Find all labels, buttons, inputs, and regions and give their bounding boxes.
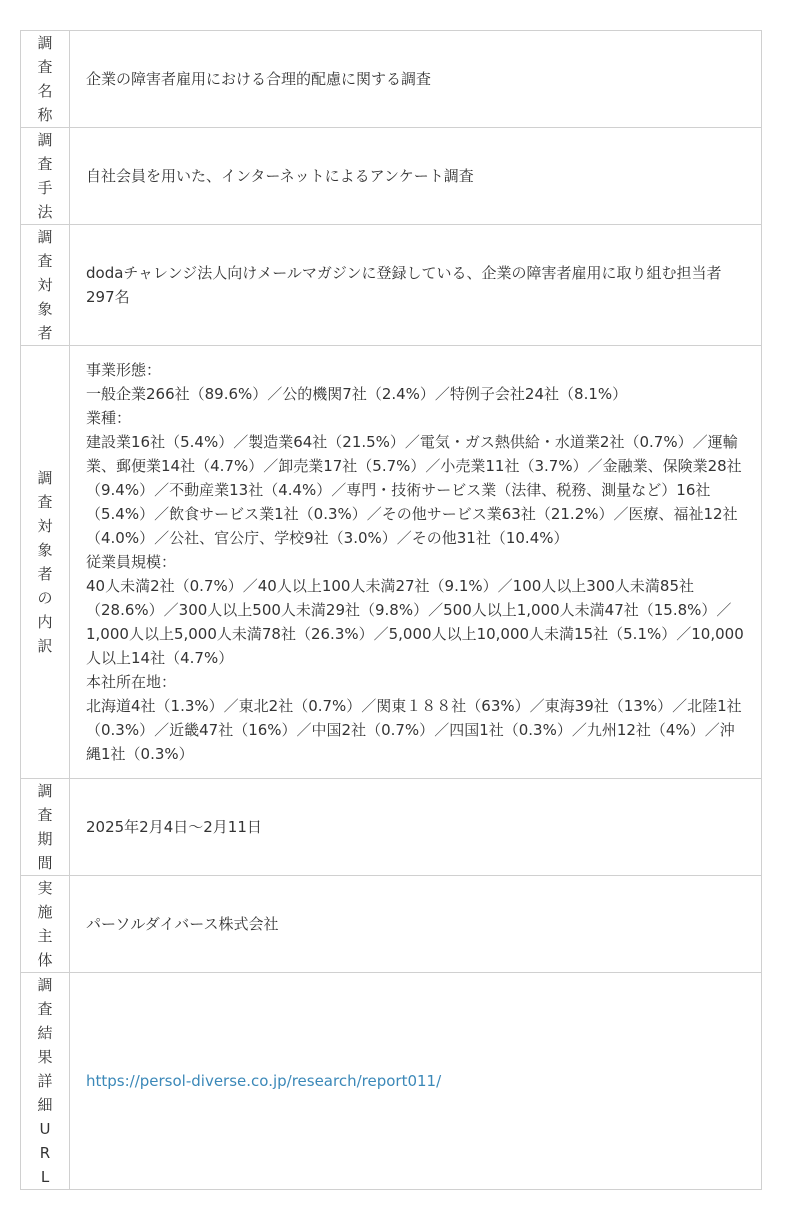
table-row (21, 128, 762, 225)
row-label (21, 346, 70, 779)
row-label-text (21, 876, 69, 972)
row-label (21, 128, 70, 225)
row-label-char: 調 (37, 782, 53, 800)
row-label-text (21, 31, 69, 127)
row-label-char: 調 (37, 976, 53, 994)
row-label-char: 査 (37, 493, 53, 511)
table-row (21, 346, 762, 779)
row-label-char: 果 (37, 1048, 53, 1066)
row-label-char: 査 (37, 806, 53, 824)
row-value (70, 876, 762, 973)
row-label-char: 訳 (37, 637, 53, 655)
row-label-char: 調 (37, 228, 53, 246)
row-label-char: 対 (37, 276, 53, 294)
row-label-char: 調 (37, 34, 53, 52)
survey-overview-table (20, 30, 762, 1190)
row-label (21, 876, 70, 973)
row-value (70, 128, 762, 225)
row-label-char: 主 (37, 927, 53, 945)
table-row (21, 876, 762, 973)
row-label-char: L (40, 1168, 50, 1186)
row-label-char: の (37, 589, 53, 607)
row-label-char: 調 (37, 469, 53, 487)
row-label-char: 査 (37, 1000, 53, 1018)
row-label-char: 実 (37, 879, 53, 897)
row-label (21, 225, 70, 346)
industry-text: 建設業16社（5.4%）／製造業64社（21.5%）／電気・ガス熱供給・水道業2社（0.7%）／運輸業、郵便業14社（4.7%）／卸売業17社（5.7%）／小売業11社（3.7%）／金融業、保険業28社（9.4%）／不動産業13社（4.4%）／専門・技術サービス業（法律、税務、測量など）16社（5.4%）／飲食サービス業1社（0.3%）／その他サービス業63社（21.2%）／医療、福祉12社（4.0%）／公社、官公庁、学校9社（3.0%）／その他31社（10.4%） (86, 433, 742, 547)
row-label-char: 称 (37, 106, 53, 124)
row-label-char: 査 (37, 252, 53, 270)
row-value (70, 31, 762, 128)
row-label-char: 名 (37, 82, 53, 100)
headquarters-heading: 本社所在地： (86, 673, 177, 691)
row-label-char: 施 (37, 903, 53, 921)
row-label-char: 法 (37, 203, 53, 221)
row-label-char: 期 (37, 830, 53, 848)
report-url-link[interactable]: https://persol-diverse.co.jp/research/report011/ (86, 1072, 442, 1090)
survey-name-value: 企業の障害者雇用における合理的配慮に関する調査 (86, 70, 432, 88)
row-label (21, 973, 70, 1190)
row-label-char: R (39, 1144, 51, 1162)
row-label-text (21, 128, 69, 224)
table-row (21, 779, 762, 876)
table-row (21, 973, 762, 1190)
row-label-char: 対 (37, 517, 53, 535)
employee-size-heading: 従業員規模： (86, 553, 177, 571)
row-value (70, 225, 762, 346)
row-label-char: 象 (37, 541, 53, 559)
row-label-char: 象 (37, 300, 53, 318)
row-label-char: 詳 (37, 1072, 53, 1090)
row-label-text (21, 779, 69, 875)
industry-heading: 業種： (86, 409, 132, 427)
headquarters-text: 北海道4社（1.3%）／東北2社（0.7%）／関東１８８社（63%）／東海39社（13%）／北陸1社（0.3%）／近畿47社（16%）／中国2社（0.7%）／四国1社（0.3%）／九州12社（4%）／沖縄1社（0.3%） (86, 697, 742, 763)
business-type-heading: 事業形態： (86, 361, 162, 379)
row-value (70, 779, 762, 876)
table-row (21, 225, 762, 346)
row-label-char: 結 (37, 1024, 53, 1042)
row-label-char: U (39, 1120, 51, 1138)
survey-period-value: 2025年2月4日〜2月11日 (86, 818, 262, 836)
survey-method-value: 自社会員を用いた、インターネットによるアンケート調査 (86, 167, 474, 185)
row-label-char: 手 (37, 179, 53, 197)
row-label-char: 調 (37, 131, 53, 149)
row-label-text (21, 225, 69, 345)
row-label (21, 779, 70, 876)
row-label-text (21, 973, 69, 1189)
row-label-char: 査 (37, 155, 53, 173)
row-label-char: 査 (37, 58, 53, 76)
row-label-text (21, 466, 69, 658)
row-label-char: 者 (37, 565, 53, 583)
business-type-text: 一般企業266社（89.6%）／公的機関7社（2.4%）／特例子会社24社（8.1%） (86, 385, 628, 403)
row-label-char: 間 (37, 854, 53, 872)
table-row (21, 31, 762, 128)
row-label-char: 体 (37, 951, 53, 969)
row-label-char: 細 (37, 1096, 53, 1114)
row-label (21, 31, 70, 128)
row-label-char: 内 (37, 613, 53, 631)
row-label-char: 者 (37, 324, 53, 342)
organizer-value: パーソルダイバース株式会社 (86, 915, 279, 933)
employee-size-text: 40人未満2社（0.7%）／40人以上100人未満27社（9.1%）／100人以上300人未満85社（28.6%）／300人以上500人未満29社（9.8%）／500人以上1,000人未満47社（15.8%）／1,000人以上5,000人未満78社（26.3%）／5,000人以上10,000人未満15社（5.1%）／10,000人以上14社（4.7%） (86, 577, 744, 667)
row-value (70, 973, 762, 1190)
row-value (70, 346, 762, 779)
survey-target-value: dodaチャレンジ法人向けメールマガジンに登録している、企業の障害者雇用に取り組む担当者 297名 (86, 264, 737, 306)
